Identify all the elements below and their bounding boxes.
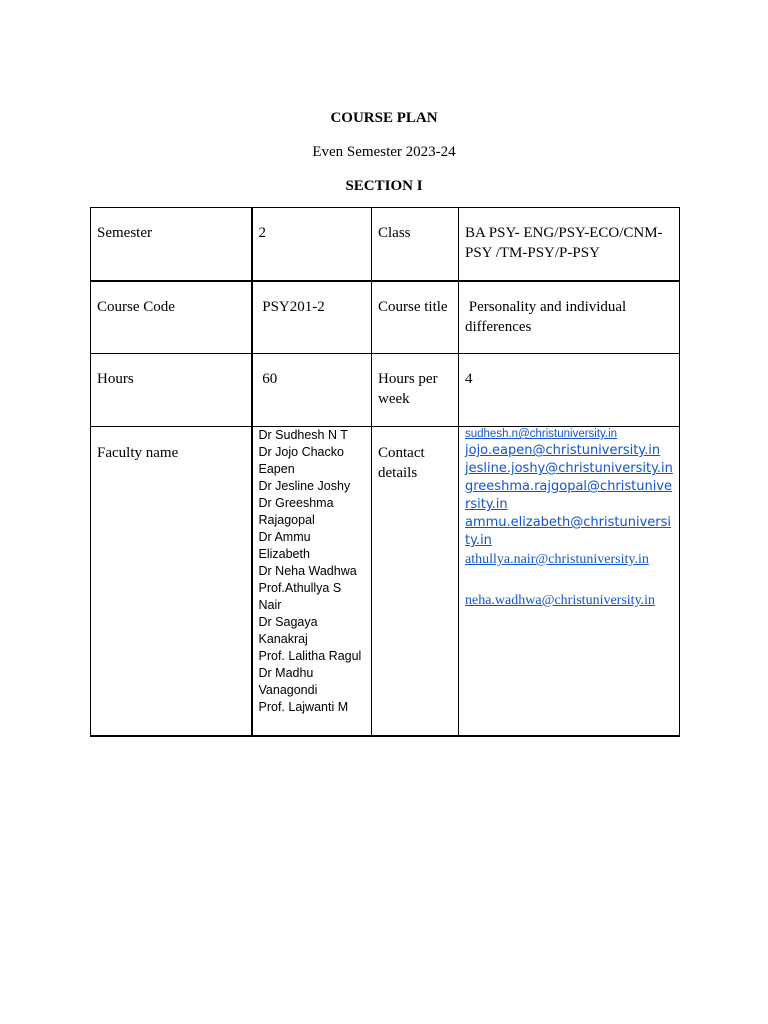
course-code-value: PSY201-2 [252,281,372,354]
document-title: COURSE PLAN [330,110,438,126]
semester-value: 2 [252,208,372,281]
email-link[interactable]: sudhesh.n@christuniversity.in [465,428,618,440]
faculty-list [259,427,366,716]
faculty-name: Prof. Lajwanti M [258,700,349,714]
faculty-name: Prof.Athullya S Nair [258,581,342,612]
faculty-name: Dr Sagaya Kanakraj [258,615,318,646]
email-link[interactable]: greeshma.rajgopal@christuniversity.in [465,479,673,512]
table-row [91,354,680,427]
faculty-name: Dr Sudhesh N T [258,428,348,442]
semester-line: Even Semester 2023-24 [312,144,456,160]
faculty-name: Dr Jojo Chacko Eapen [258,445,344,476]
course-title-label: Course title [372,281,459,354]
faculty-name: Prof. Lalitha Ragul [258,649,362,663]
faculty-list-cell [252,427,372,736]
class-label: Class [372,208,459,281]
faculty-name: Dr Ammu Elizabeth [258,530,311,561]
section-heading: SECTION I [345,178,423,194]
faculty-name: Dr Greeshma Rajagopal [258,496,334,527]
course-plan-table [90,207,680,737]
email-link[interactable]: neha.wadhwa@christuniversity.in [465,593,656,608]
table-row [91,427,680,736]
faculty-name: Dr Jesline Joshy [258,479,351,493]
course-title-value: Personality and individual differences [459,281,680,354]
spacer [465,570,673,591]
table-row [91,208,680,281]
faculty-name-label: Faculty name [91,427,252,736]
hours-value: 60 [252,354,372,427]
faculty-name: Dr Neha Wadhwa [258,564,357,578]
hours-per-week-label: Hours per week [372,354,459,427]
contact-details-label: Contact details [372,427,459,736]
faculty-name: Dr Madhu Vanagondi [258,666,318,697]
hours-per-week-value: 4 [459,354,680,427]
email-link[interactable]: ammu.elizabeth@christuniversity.in [465,515,671,548]
contact-emails-cell [459,427,680,736]
course-code-label: Course Code [91,281,252,354]
hours-label: Hours [91,354,252,427]
semester-label: Semester [91,208,252,281]
email-link[interactable]: athullya.nair@christuniversity.in [465,552,649,567]
class-value: BA PSY- ENG/PSY-ECO/CNM-PSY /TM-PSY/P-PSY [459,208,680,281]
email-link[interactable]: jesline.joshy@christuniversity.in [465,461,673,476]
email-link[interactable]: jojo.eapen@christuniversity.in [465,443,661,458]
table-row [91,281,680,354]
